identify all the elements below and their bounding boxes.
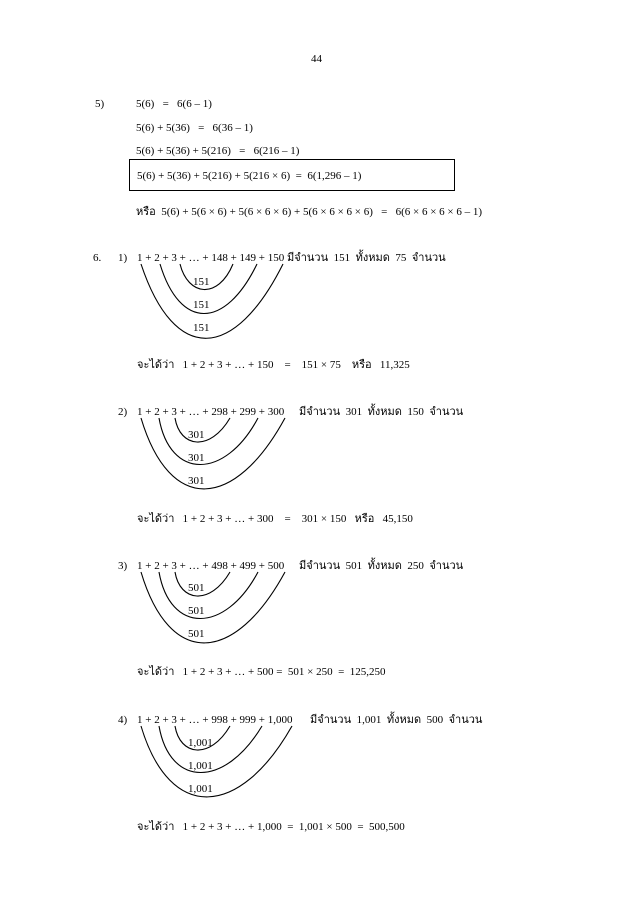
q6-part-2-pair-sum-1: 301	[188, 429, 205, 441]
q6-part-4-series: 1 + 2 + 3 + … + 998 + 999 + 1,000	[137, 714, 293, 726]
q6-part-2-pair-sum-3: 301	[188, 475, 205, 487]
q6-part-2-series: 1 + 2 + 3 + … + 298 + 299 + 300	[137, 406, 285, 418]
q6-part-4-arc-outer	[141, 726, 292, 797]
q5-line-3: 5(6) + 5(36) + 5(216) = 6(216 – 1)	[136, 145, 300, 157]
q5-or-line: หรือ 5(6) + 5(6 × 6) + 5(6 × 6 × 6) + 5(6 × 6 × 6 × 6) = 6(6 × 6 × 6 × 6 – 1)	[136, 206, 483, 218]
q6-part-1-arc-outer	[141, 264, 283, 338]
q5-line-2: 5(6) + 5(36) = 6(36 – 1)	[136, 122, 253, 134]
q6-part-3-arc-middle	[159, 572, 258, 619]
q6-part-4-count: มีจำนวน 1,001 ทั้งหมด 500 จำนวน	[310, 714, 483, 726]
q6-part-4-pair-sum-2: 1,001	[188, 760, 213, 772]
q6-part-3-count: มีจำนวน 501 ทั้งหมด 250 จำนวน	[299, 560, 464, 572]
q6-part-3-label: 3)	[118, 560, 128, 572]
q6-part-4-pair-sum-3: 1,001	[188, 783, 213, 795]
q6-part-2-pair-sum-2: 301	[188, 452, 205, 464]
q6-part-4-pair-sum-1: 1,001	[188, 737, 213, 749]
q6-part-3-pair-sum-3: 501	[188, 628, 205, 640]
q6-part-2-count: มีจำนวน 301 ทั้งหมด 150 จำนวน	[299, 406, 464, 418]
q6-part-1-pair-sum-3: 151	[193, 322, 210, 334]
q6-part-2-label: 2)	[118, 406, 128, 418]
q6-part-4-label: 4)	[118, 714, 128, 726]
q5-line-4: 5(6) + 5(36) + 5(216) + 5(216 × 6) = 6(1,296 – 1)	[137, 170, 362, 182]
q6-part-1-pair-sum-1: 151	[193, 276, 210, 288]
q6-part-1-conclusion: จะได้ว่า 1 + 2 + 3 + … + 150 = 151 × 75 หรือ 11,325	[137, 359, 410, 371]
q5-label: 5)	[95, 98, 105, 110]
q6-part-3-pair-sum-1: 501	[188, 582, 205, 594]
q6-part-3-pair-sum-2: 501	[188, 605, 205, 617]
q6-part-1-series: 1 + 2 + 3 + … + 148 + 149 + 150	[137, 252, 285, 264]
q6-part-1-count: มีจำนวน 151 ทั้งหมด 75 จำนวน	[287, 252, 446, 264]
q6-part-2-arc-outer	[141, 418, 285, 489]
q6-part-3-conclusion: จะได้ว่า 1 + 2 + 3 + … + 500 = 501 × 250 = 125,250	[137, 666, 386, 678]
q6-part-1-label: 1)	[118, 252, 128, 264]
page-number: 44	[311, 53, 322, 65]
q6-part-4-conclusion: จะได้ว่า 1 + 2 + 3 + … + 1,000 = 1,001 × 500 = 500,500	[137, 821, 405, 833]
q6-part-2-conclusion: จะได้ว่า 1 + 2 + 3 + … + 300 = 301 × 150 หรือ 45,150	[137, 513, 413, 525]
q6-part-3-series: 1 + 2 + 3 + … + 498 + 499 + 500	[137, 560, 285, 572]
q5-line-1: 5(6) = 6(6 – 1)	[136, 98, 212, 110]
q6-part-1-pair-sum-2: 151	[193, 299, 210, 311]
q6-part-3-arc-outer	[141, 572, 285, 643]
q6-label: 6.	[93, 252, 102, 264]
q6-part-2-arc-middle	[159, 418, 258, 465]
